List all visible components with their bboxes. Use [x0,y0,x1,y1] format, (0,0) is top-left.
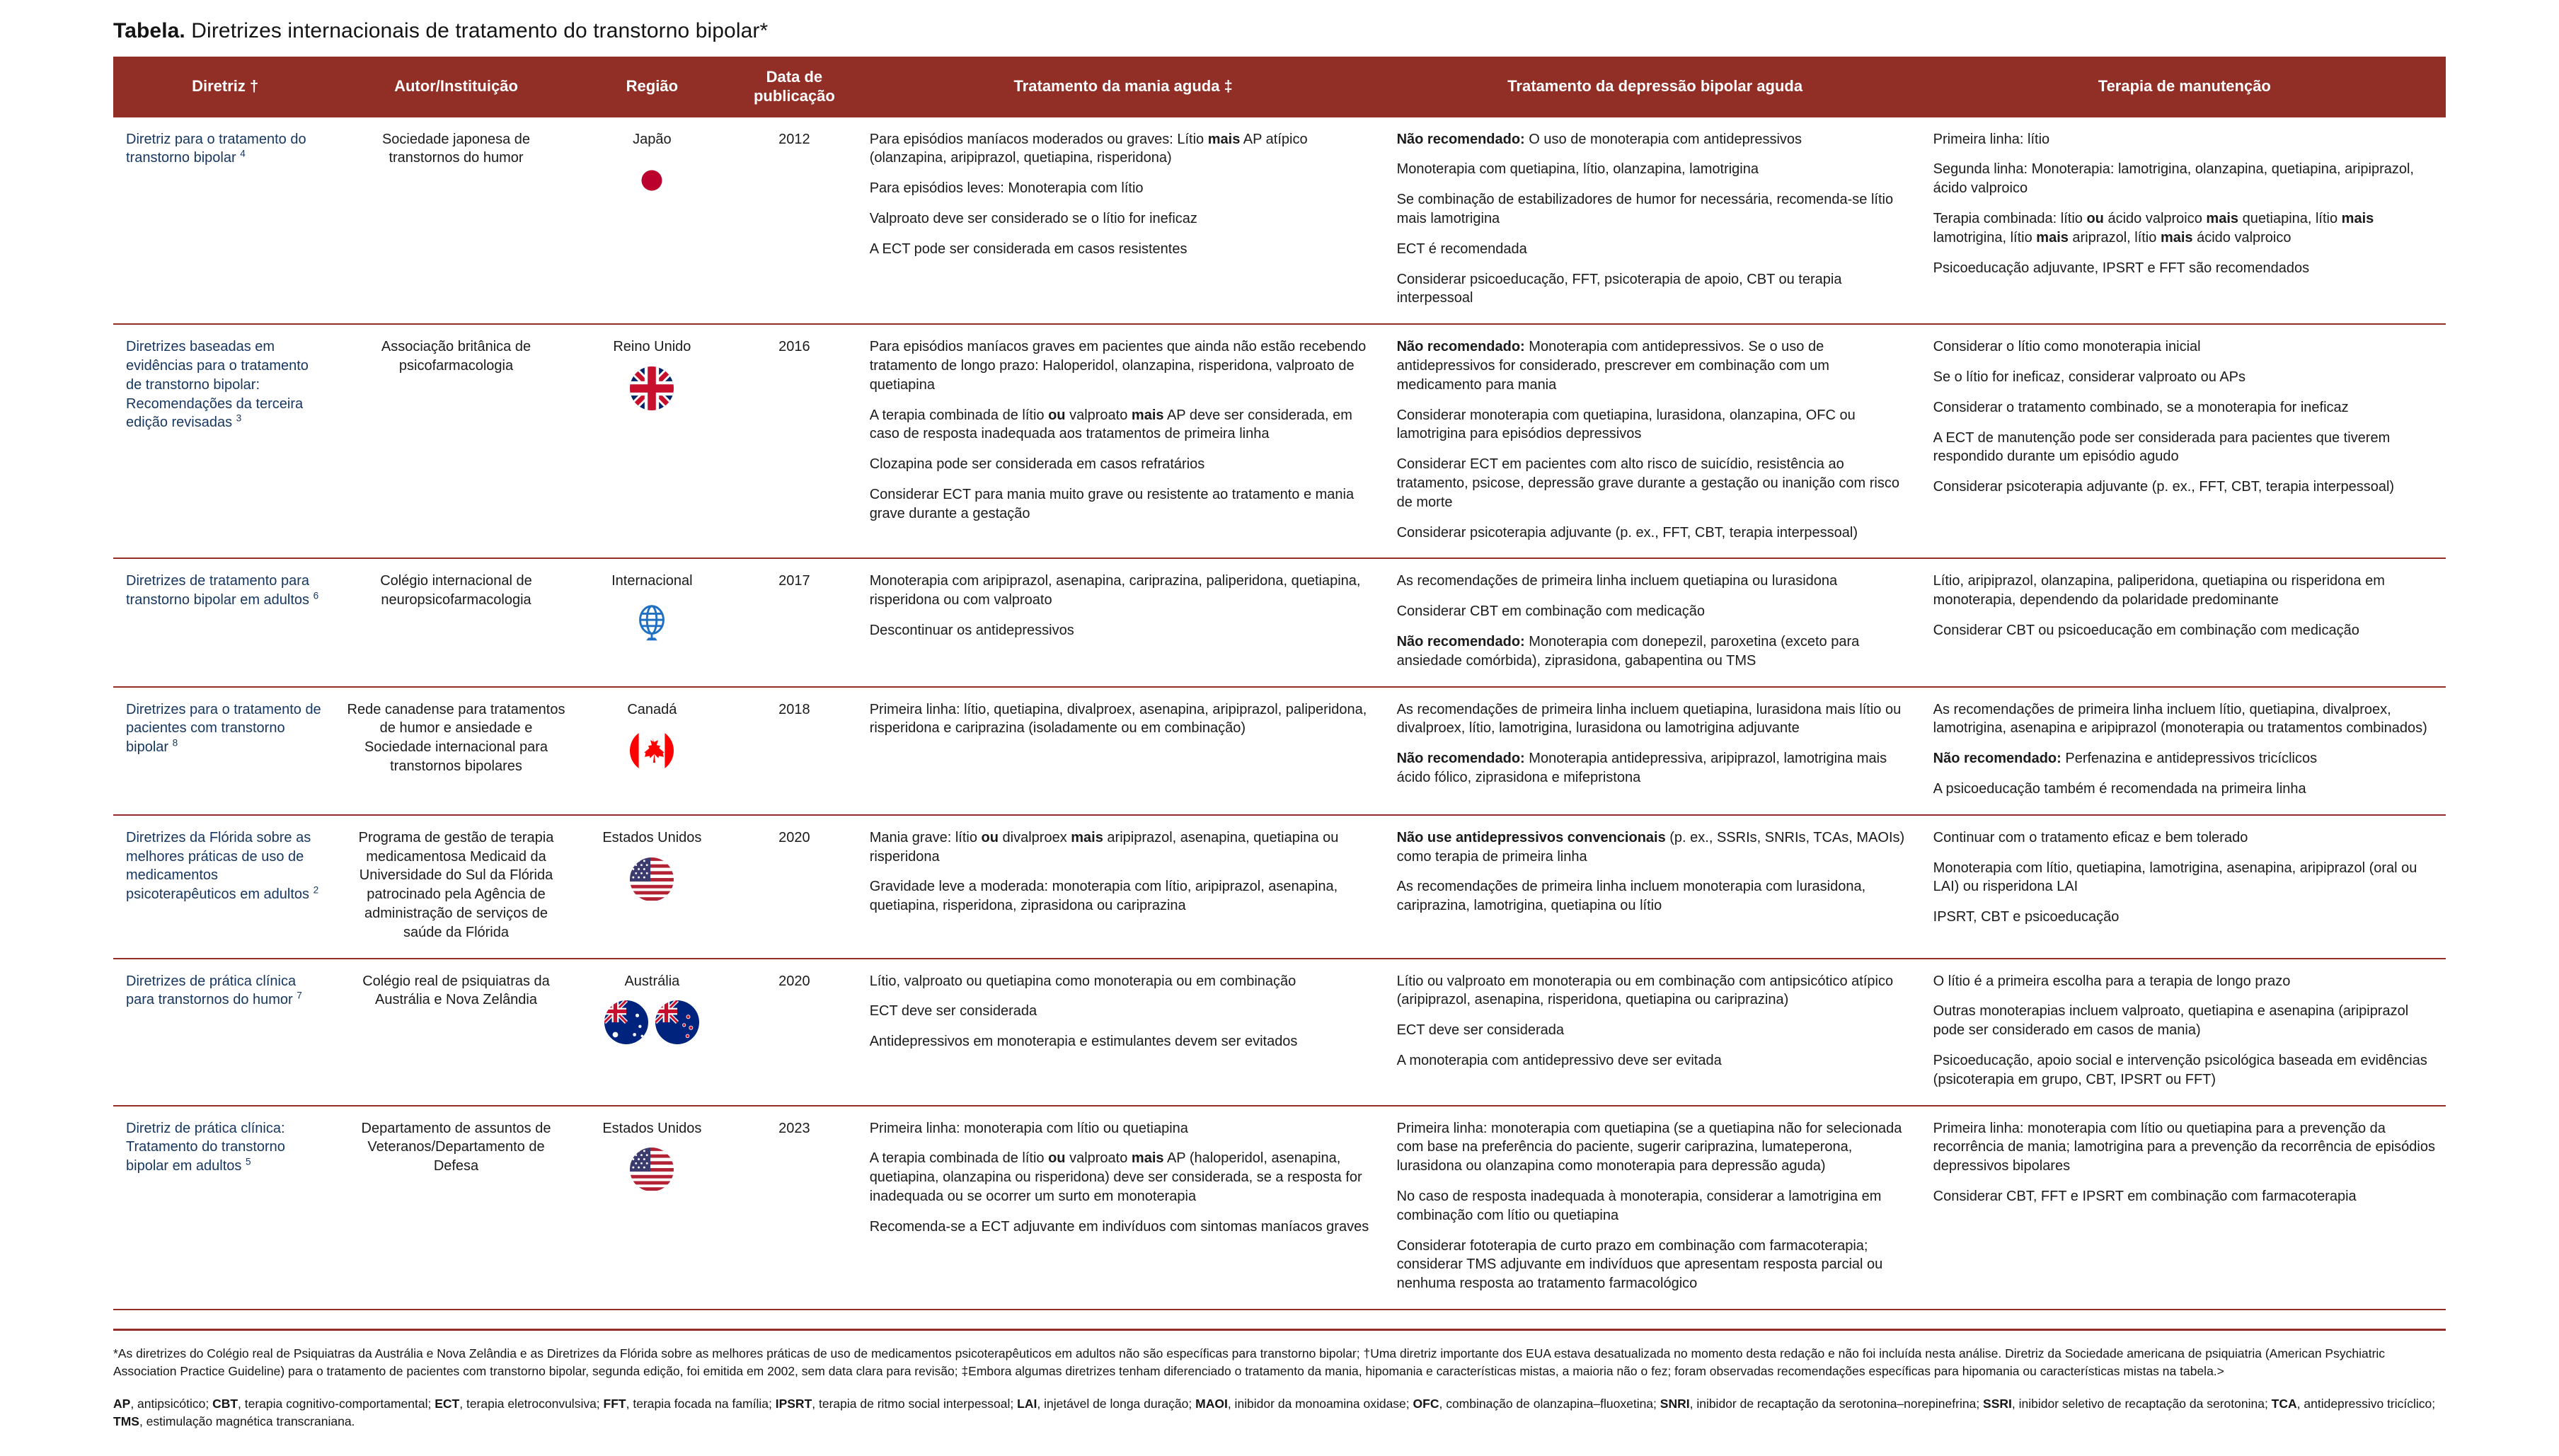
recommendation-item: Mania grave: lítio ou divalproex mais aripiprazol, asenapina, quetiapina ou risperidona [869,829,1339,865]
region-name: Reino Unido [613,339,691,355]
publication-year: 2012 [778,131,810,147]
cell-author [337,558,575,686]
cell-guideline [113,558,337,686]
guideline-name: Diretrizes de tratamento para transtorno bipolar em adultos $^6$ [126,573,319,608]
cell-region [575,324,730,558]
recommendation-list [1933,337,2436,497]
guidelines-table [113,57,2446,1310]
recommendation-item: Gravidade leve a moderada: monoterapia com lítio, aripiprazol, asenapina, quetiapina, risperidona, ziprasidona ou cariprazina [869,879,1338,914]
recommendation-item: A ECT de manutenção pode ser considerada para pacientes que tiverem respondido durante um episódio agudo [1933,429,2391,465]
cell-guideline [113,959,337,1106]
cell-maintenance [1923,1106,2446,1310]
table-row [113,558,2446,686]
recommendation-item: Monoterapia com lítio, quetiapina, lamotrigina, asenapina, aripiprazol (oral ou LAI) ou risperidona LAI [1933,860,2417,895]
cell-guideline [113,687,337,815]
recommendation-item: A psicoeducação também é recomendada na primeira linha [1933,780,2306,797]
recommendation-item: No caso de resposta inadequada à monoterapia, considerar a lamotrigina em combinação com lítio ou quetiapina [1396,1188,1882,1223]
recommendation-list [1933,130,2436,278]
recommendation-item: Monoterapia com aripiprazol, asenapina, cariprazina, paliperidona, quetiapina, risperidona ou com valproato [869,573,1361,608]
recommendation-item: Primeira linha: monoterapia com lítio ou quetiapina para a prevenção da recorrência de mania; lamotrigina para a prevenção da recorrência de episódios depressivos bipolares [1933,1120,2435,1174]
guideline-name: Diretrizes para o tratamento de pacientes com transtorno bipolar $^8$ [126,701,321,756]
table-row [113,1106,2446,1310]
footnotes [113,1329,2446,1431]
cell-author [337,324,575,558]
recommendation-list [870,828,1377,915]
region-name: Austrália [624,973,680,989]
recommendation-list [1933,828,2436,927]
recommendation-item: Considerar monoterapia com quetiapina, lurasidona, olanzapina, OFC ou lamotrigina para episódios depressivos [1396,407,1856,442]
author-institution: Associação britânica de psicofarmacologia [381,339,531,374]
cell-acute-mania [860,324,1387,558]
col-header-region: Região [575,57,730,117]
recommendation-item: Não recomendado: O uso de monoterapia com antidepressivos [1396,131,1802,147]
guideline-name: Diretrizes baseadas em evidências para o tratamento de transtorno bipolar: Recomendações da terceira edição revisadas $^3$ [126,339,309,431]
recommendation-item: Antidepressivos em monoterapia e estimulantes devem ser evitados [869,1034,1298,1050]
recommendation-item: Primeira linha: lítio, quetiapina, divalproex, asenapina, aripiprazol, paliperidona, risperidona e cariprazina (isoladamente ou em combinação) [869,701,1367,736]
recommendation-list [870,972,1377,1051]
recommendation-list [870,130,1377,259]
recommendation-item: Não recomendado: Monoterapia com antidepressivos. Se o uso de antidepressivos for considerado, prescrever em combinação com um medicamento para mania [1396,339,1829,393]
recommendation-item: Não recomendado: Perfenazina e antidepressivos tricíclicos [1933,751,2318,767]
recommendation-item: Para episódios maníacos moderados ou graves: Lítio mais AP atípico (olanzapina, aripiprazol, quetiapina, risperidona) [869,131,1308,166]
cell-acute-mania [860,815,1387,959]
recommendation-item: Não recomendado: Monoterapia antidepressiva, aripiprazol, lamotrigina mais ácido fólico, ziprasidona e mifepristona [1396,751,1887,785]
recommendation-item: Lítio ou valproato em monoterapia ou em combinação com antipsicótico atípico (aripiprazol, asenapina, risperidona, quetiapina ou cariprazina) [1396,973,1894,1008]
recommendation-item: A terapia combinada de lítio ou valproato mais AP (haloperidol, asenapina, quetiapina, olanzapina ou risperidona) deve ser considerada, se a resposta for inadequada ou se ocorrer um surto em monoterapia [869,1150,1362,1204]
recommendation-list [1933,972,2436,1090]
recommendation-item: Lítio, aripiprazol, olanzapina, paliperidona, quetiapina ou risperidona em monoterapia, dependendo da polaridade predominante [1933,573,2385,608]
recommendation-item: Recomenda-se a ECT adjuvante em indivíduos com sintomas maníacos graves [869,1218,1369,1235]
publication-year: 2016 [778,339,810,355]
guideline-reference: 5 [245,1156,251,1167]
cell-maintenance [1923,687,2446,815]
author-institution: Colégio internacional de neuropsicofarmacologia [380,573,532,608]
cell-publication-date [729,1106,860,1310]
page-title [113,18,2559,44]
col-header-depression: Tratamento da depressão bipolar aguda [1387,57,1923,117]
cell-author [337,1106,575,1310]
cell-region [575,687,730,815]
cell-guideline [113,1106,337,1310]
cell-publication-date [729,687,860,815]
recommendation-item: Se combinação de estabilizadores de humor for necessária, recomenda-se lítio mais lamotrigina [1396,192,1894,227]
flag-row [585,857,720,901]
recommendation-list [1933,700,2436,799]
new-zealand-flag [655,1000,699,1044]
canada-flag [630,729,674,773]
cell-bipolar-depression [1387,959,1923,1106]
recommendation-list [1933,572,2436,640]
recommendation-list [870,337,1377,523]
recommendation-item: As recomendações de primeira linha incluem quetiapina, lurasidona mais lítio ou divalproex, lítio, lamotrigina, lurasidona ou lamotrigina adjuvante [1396,701,1902,736]
table-row [113,117,2446,325]
col-header-mania: Tratamento da mania aguda ‡ [860,57,1387,117]
cell-maintenance [1923,558,2446,686]
cell-region [575,558,730,686]
author-institution: Departamento de assuntos de Veteranos/Departamento de Defesa [361,1120,551,1174]
recommendation-list [870,1119,1377,1237]
recommendation-item: Psicoeducação, apoio social e intervenção psicológica baseada em evidências (psicoterapia em grupo, CBT, IPSRT ou FFT) [1933,1052,2427,1087]
table-row [113,324,2446,558]
region-name: Japão [633,131,672,147]
cell-acute-mania [860,117,1387,325]
recommendation-item: Considerar CBT em combinação com medicação [1396,603,1705,620]
author-institution: Sociedade japonesa de transtornos do humor [381,131,531,166]
recommendation-lead: Não recomendado: [1396,339,1525,355]
flag-row [585,729,720,773]
recommendation-item: Considerar ECT em pacientes com alto risco de suicídio, resistência ao tratamento, psicose, depressão grave durante a gestação ou inanição com risco de morte [1396,456,1899,510]
recommendation-item: Terapia combinada: lítio ou ácido valproico mais quetiapina, lítio mais lamotrigina, lítio mais ariprazol, lítio mais ácido valproico [1933,211,2374,245]
japan-flag [630,158,674,202]
recommendation-item: Considerar o tratamento combinado, se a monoterapia for ineficaz [1933,399,2349,415]
flag-row [585,366,720,410]
cell-author [337,687,575,815]
recommendation-item: Clozapina pode ser considerada em casos refratários [869,456,1205,473]
table-caption: Diretrizes internacionais de tratamento do transtorno bipolar* [191,19,769,42]
recommendation-item: Segunda linha: Monoterapia: lamotrigina, olanzapina, quetiapina, aripiprazol, ácido valproico [1933,161,2414,197]
recommendation-item: O lítio é a primeira escolha para a terapia de longo prazo [1933,973,2291,989]
recommendation-list [1397,1119,1914,1293]
guideline-reference: 4 [240,148,246,159]
region-name: Estados Unidos [602,1120,702,1136]
cell-acute-mania [860,959,1387,1106]
cell-region [575,1106,730,1310]
cell-maintenance [1923,815,2446,959]
table-body [113,117,2446,1310]
region-name: Internacional [611,573,693,589]
cell-region [575,959,730,1106]
recommendation-item: A ECT pode ser considerada em casos resistentes [869,241,1188,257]
guideline-name: Diretriz de prática clínica: Tratamento do transtorno bipolar em adultos $^5$ [126,1120,285,1174]
col-header-guideline: Diretriz † [113,57,337,117]
recommendation-list [1397,337,1914,542]
region-name: Estados Unidos [602,829,702,845]
recommendation-item: ECT é recomendada [1396,241,1527,257]
recommendation-list [1397,828,1914,915]
region-name: Canadá [627,701,677,717]
publication-year: 2020 [778,829,810,845]
author-institution: Programa de gestão de terapia medicamentosa Medicaid da Universidade do Sul da Flórida patrocinado pela Agência de administração de serviços de saúde da Flórida [358,829,554,940]
recommendation-item: Considerar psicoterapia adjuvante (p. ex., FFT, CBT, terapia interpessoal) [1933,479,2395,495]
author-institution: Rede canadense para tratamentos de humor e ansiedade e Sociedade internacional para transtornos bipolares [347,701,565,774]
cell-acute-mania [860,687,1387,815]
recommendation-item: A monoterapia com antidepressivo deve ser evitada [1396,1052,1722,1068]
guideline-reference: 8 [172,737,178,749]
recommendation-item: As recomendações de primeira linha incluem lítio, quetiapina, divalproex, lamotrigina, asenapina e aripiprazol (monoterapia ou tratamentos combinados) [1933,701,2427,736]
recommendation-list [1397,130,1914,308]
united-states-flag [630,1148,674,1191]
table-label: Tabela. [113,19,185,42]
flag-row [585,601,720,645]
recommendation-lead: Não use antidepressivos convencionais [1396,829,1666,845]
recommendation-item: Considerar fototerapia de curto prazo em combinação com farmacoterapia; considerar TMS adjuvante em indivíduos que apresentam resposta parcial ou nenhuma resposta ao tratamento farmacológico [1396,1237,1883,1292]
cell-maintenance [1923,117,2446,325]
table-row [113,687,2446,815]
guideline-reference: 6 [313,590,319,601]
flag-row [585,1148,720,1191]
guideline-reference: 2 [313,884,319,896]
cell-author [337,959,575,1106]
recommendation-item: Não recomendado: Monoterapia com donepezil, paroxetina (exceto para ansiedade comórbida), ziprasidona, gabapentina ou TMS [1396,634,1860,669]
recommendation-item: Se o lítio for ineficaz, considerar valproato ou APs [1933,369,2246,386]
recommendation-item: Outras monoterapias incluem valproato, quetiapina e asenapina (aripiprazol pode ser considerado em casos de mania) [1933,1003,2409,1039]
cell-author [337,815,575,959]
recommendation-item: Considerar o lítio como monoterapia inicial [1933,339,2201,355]
recommendation-item: Considerar ECT para mania muito grave ou resistente ao tratamento e mania grave durante a gestação [869,487,1355,521]
recommendation-lead: Não recomendado: [1933,751,2061,767]
cell-bipolar-depression [1387,117,1923,325]
australia-flag [604,1000,648,1044]
recommendation-lead: Não recomendado: [1396,131,1525,147]
recommendation-item: Valproato deve ser considerado se o lítio for ineficaz [869,211,1197,227]
recommendation-item: Primeira linha: lítio [1933,131,2050,147]
recommendation-item: Monoterapia com quetiapina, lítio, olanzapina, lamotrigina [1396,161,1759,178]
col-header-maintenance: Terapia de manutenção [1923,57,2446,117]
recommendation-item: Considerar CBT ou psicoeducação em combinação com medicação [1933,623,2359,638]
cell-maintenance [1923,959,2446,1106]
recommendation-item: Continuar com o tratamento eficaz e bem tolerado [1933,829,2248,845]
cell-publication-date [729,815,860,959]
recommendation-lead: Não recomendado: [1396,634,1525,649]
recommendation-item: Para episódios maníacos graves em pacientes que ainda não estão recebendo tratamento de longo prazo: Haloperidol, olanzapina, risperidona, valproato de quetiapina [869,339,1367,393]
recommendation-list [870,572,1377,640]
united-kingdom-flag [630,366,674,410]
recommendation-list [1397,972,1914,1070]
cell-guideline [113,324,337,558]
recommendation-lead: Não recomendado: [1396,751,1525,767]
recommendation-item: Não use antidepressivos convencionais (p. ex., SSRIs, SNRIs, TCAs, MAOIs) como terapia de primeira linha [1396,829,1905,865]
globe-icon [630,601,674,645]
recommendation-item: Primeira linha: monoterapia com lítio ou quetiapina [869,1120,1188,1136]
publication-year: 2020 [778,973,810,989]
footnote-main: *As diretrizes do Colégio real de Psiquiatras da Austrália e Nova Zelândia e as Diretrizes da Flórida sobre as melhores práticas de uso de medicamentos psicoterapêuticos em adultos não são específicas para transtorno bipolar; †Uma diretriz importante dos EUA estava desatualizada no momento desta redação e não foi incluída nesta análise. Diretriz da Sociedade americana de psiquiatria (American Psychiatric Association Practice Guideline) para o tratamento de pacientes com transtorno bipolar, segunda edição, foi emitida em 2002, sem data clara para revisão; ‡Embora algumas diretrizes tenham diferenciado o tratamento da mania, hipomania e características mistas, a maioria não o fez; foram observadas recomendações específicas para hipomania ou características mistas na tabela.> [113,1346,2386,1379]
table-head [113,57,2446,117]
recommendation-item: Descontinuar os antidepressivos [869,623,1074,638]
table-row [113,815,2446,959]
cell-publication-date [729,558,860,686]
cell-bipolar-depression [1387,324,1923,558]
publication-year: 2018 [778,701,810,717]
recommendation-item: Psicoeducação adjuvante, IPSRT e FFT são recomendados [1933,260,2310,276]
recommendation-item: Primeira linha: monoterapia com quetiapina (se a quetiapina não for selecionada com base na preferência do paciente, sugerir cariprazina, lumateperona, lurasidona ou olanzapina como monoterapia para depressão aguda) [1396,1120,1902,1174]
flag-row [585,1000,720,1044]
table-page [0,18,2559,1456]
cell-acute-mania [860,1106,1387,1310]
guideline-name: Diretriz para o tratamento do transtorno bipolar $^4$ [126,131,306,166]
author-institution: Colégio real de psiquiatras da Austrália e Nova Zelândia [362,973,550,1008]
cell-publication-date [729,959,860,1106]
cell-bipolar-depression [1387,687,1923,815]
cell-author [337,117,575,325]
cell-bipolar-depression [1387,1106,1923,1310]
recommendation-item: Considerar psicoterapia adjuvante (p. ex., FFT, CBT, terapia interpessoal) [1396,524,1858,541]
recommendation-item: Considerar CBT, FFT e IPSRT em combinação com farmacoterapia [1933,1188,2357,1204]
recommendation-item: ECT deve ser considerada [869,1003,1037,1019]
recommendation-item: Lítio, valproato ou quetiapina como monoterapia ou em combinação [869,973,1296,989]
recommendation-list [1397,700,1914,787]
recommendation-item: A terapia combinada de lítio ou valproato mais AP deve ser considerada, em caso de resposta inadequada aos tratamentos de primeira linha [869,407,1352,442]
recommendation-item: ECT deve ser considerada [1396,1022,1565,1039]
flag-row [585,158,720,202]
cell-bipolar-depression [1387,558,1923,686]
guideline-name: Diretrizes de prática clínica para transtornos do humor $^7$ [126,973,302,1008]
cell-region [575,815,730,959]
cell-maintenance [1923,324,2446,558]
cell-acute-mania [860,558,1387,686]
footnote-abbreviations: AP, antipsicótico; CBT, terapia cognitivo-comportamental; ECT, terapia eletroconvulsiva; FFT, terapia focada na família; IPSRT, terapia de ritmo social interpessoal; LAI, injetável de longa duração; MAOI, inibidor da monoamina oxidase; OFC, combinação de olanzapina–fluoxetina; SNRI, inibidor de recaptação da serotonina–norepinefrina; SSRI, inibidor seletivo de recaptação da serotonina; TCA, antidepressivo tricíclico; TMS, estimulação magnética transcraniana. [113,1396,2436,1429]
cell-bipolar-depression [1387,815,1923,959]
united-states-flag [630,857,674,901]
recommendation-item: Considerar psicoeducação, FFT, psicoterapia de apoio, CBT ou terapia interpessoal [1396,271,1842,306]
recommendation-item: As recomendações de primeira linha incluem quetiapina ou lurasidona [1396,573,1838,589]
recommendation-item: Para episódios leves: Monoterapia com lítio [869,180,1144,197]
cell-guideline [113,117,337,325]
publication-year: 2023 [778,1120,810,1136]
recommendation-item: IPSRT, CBT e psicoeducação [1933,909,2120,925]
publication-year: 2017 [778,573,810,589]
recommendation-item: As recomendações de primeira linha incluem monoterapia com lurasidona, cariprazina, lamotrigina, quetiapina ou lítio [1396,879,1866,914]
guideline-reference: 7 [297,990,302,1001]
guidelines-table-wrapper [113,57,2446,1310]
cell-publication-date [729,117,860,325]
header-row [113,57,2446,117]
recommendation-list [1397,572,1914,670]
table-row [113,959,2446,1106]
col-header-author: Autor/Instituição [337,57,575,117]
guideline-name: Diretrizes da Flórida sobre as melhores práticas de uso de medicamentos psicoterapêuticos em adultos $^2$ [126,829,319,903]
guideline-reference: 3 [236,412,242,424]
recommendation-list [870,700,1377,739]
recommendation-list [1933,1119,2436,1206]
cell-guideline [113,815,337,959]
cell-publication-date [729,324,860,558]
cell-region [575,117,730,325]
col-header-date: Data de publicação [729,57,860,117]
